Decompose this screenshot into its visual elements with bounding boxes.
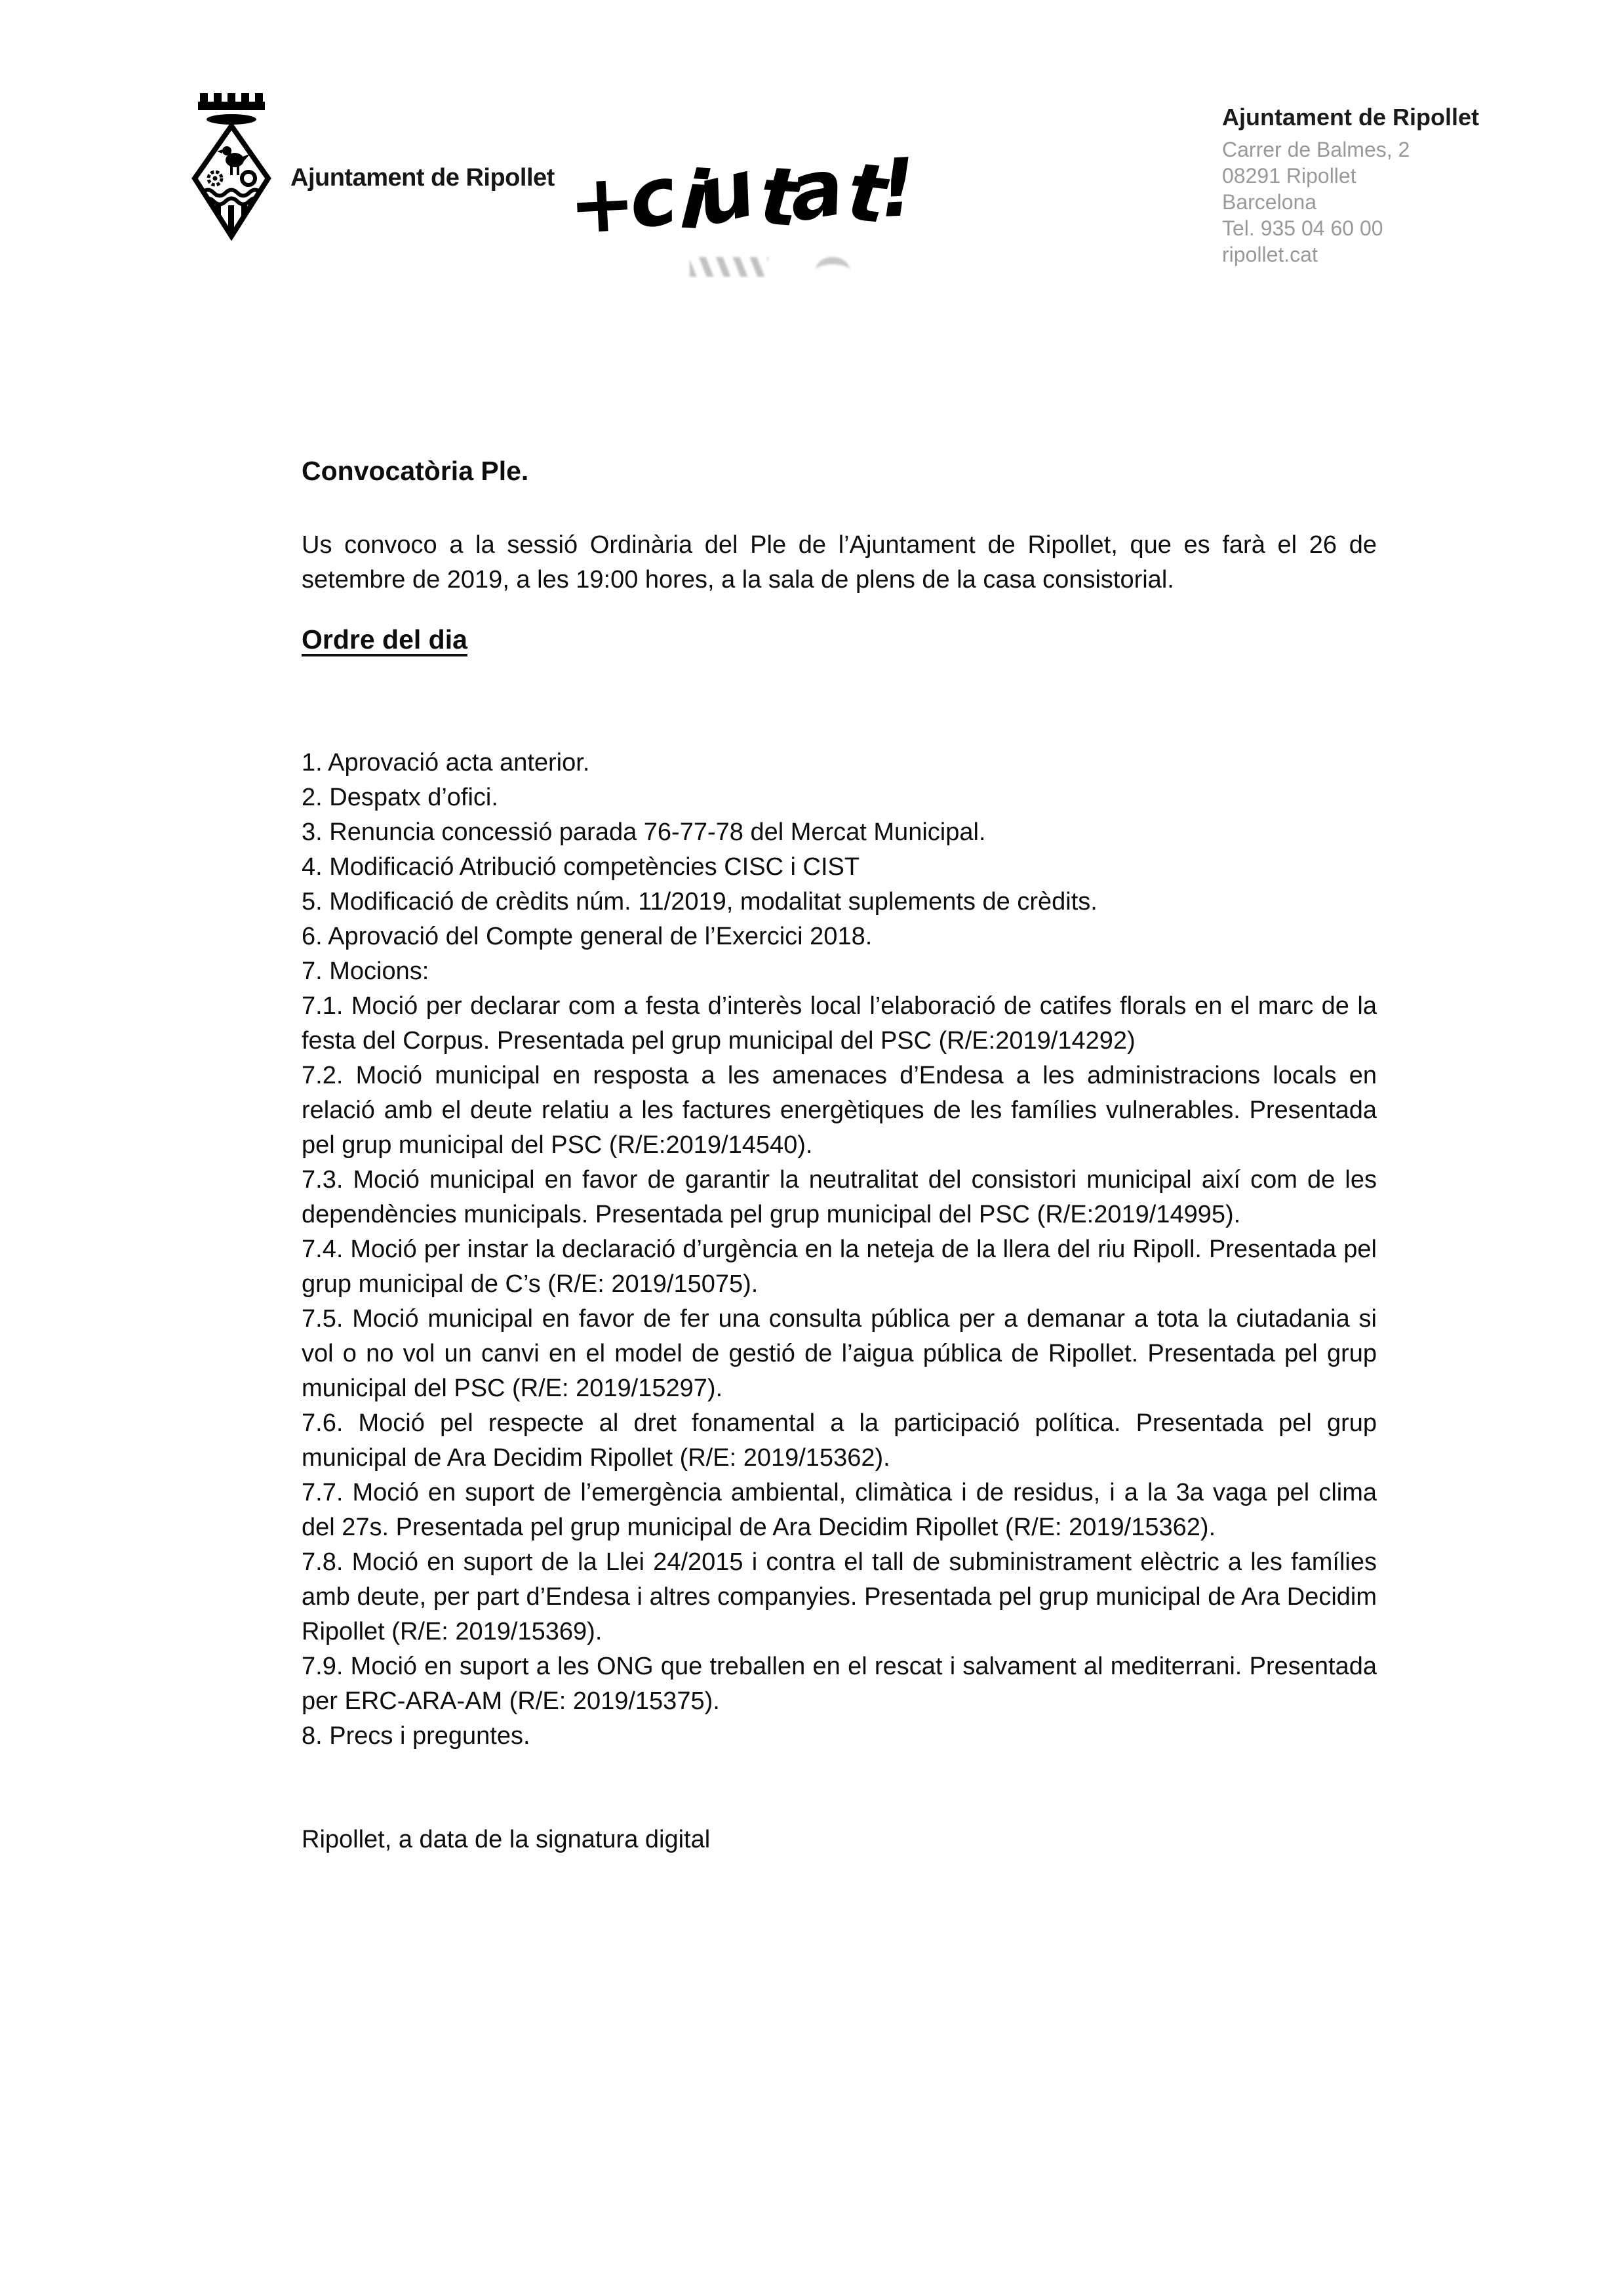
agenda-item: 2. Despatx d’ofici.: [302, 784, 498, 811]
agenda-item: 7.1. Moció per declarar com a festa d’interès local l’elaboració de catifes florals en el marc de la festa del Corpus. Presentada pel grup municipal del PSC (R/E:2019/14292): [302, 992, 1377, 1055]
agenda-item: 7. Mocions:: [302, 957, 429, 985]
contact-website: ripollet.cat: [1222, 243, 1318, 266]
agenda-item: 8. Precs i preguntes.: [302, 1722, 530, 1750]
ciutat-brand-text: +ciutat!: [566, 140, 916, 252]
contact-province: Barcelona: [1222, 190, 1317, 214]
agenda-item: 7.3. Moció municipal en favor de garantir la neutralitat del consistori municipal així com de les dependències municipals. Presentada pel grup municipal del PSC (R/E:2019/14995).: [302, 1166, 1377, 1228]
agenda-item: 5. Modificació de crèdits núm. 11/2019, modalitat suplements de crèdits.: [302, 888, 1098, 916]
agenda-item: 7.8. Moció en suport de la Llei 24/2015 i contra el tall de subministrament elèctric a les famílies amb deute, per part d’Endesa i altres companyies. Presentada pel grup municipal de Ara Decidim Ripollet (R/E: 2019/15369).: [302, 1548, 1377, 1645]
header-org-name: Ajuntament de Ripollet: [290, 164, 555, 191]
agenda-item: 7.6. Moció pel respecte al dret fonamental a la participació política. Presentada pel grup municipal de Ara Decidim Ripollet (R/E: 2019/15362).: [302, 1409, 1377, 1472]
agenda-item: 7.9. Moció en suport a les ONG que treballen en el rescat i salvament al mediterrani. Presentada per ERC-ARA-AM (R/E: 2019/15375).: [302, 1653, 1377, 1715]
ciutat-brand-logo: [563, 91, 956, 277]
agenda-item: 4. Modificació Atribució competències CISC i CIST: [302, 853, 860, 881]
agenda-item: 7.4. Moció per instar la declaració d’urgència en la neteja de la llera del riu Ripoll. Presentada pel grup municipal de C’s (R/E: 2019/15075).: [302, 1236, 1377, 1298]
ripollet-coat-of-arms-logo: [182, 93, 281, 243]
contact-phone: Tel. 935 04 60 00: [1222, 216, 1383, 240]
agenda-item: 3. Renuncia concessió parada 76-77-78 del Mercat Municipal.: [302, 818, 986, 846]
document-body: [302, 454, 1377, 1857]
agenda-heading: Ordre del dia: [302, 624, 467, 655]
agenda-item: 7.2. Moció municipal en resposta a les amenaces d’Endesa a les administracions locals en relació amb el deute relatiu a les factures energètiques de les famílies vulnerables. Presentada pel grup municipal del PSC (R/E:2019/14540).: [302, 1062, 1377, 1159]
contact-street: Carrer de Balmes, 2: [1222, 138, 1410, 161]
intro-paragraph: Us convoco a la sessió Ordinària del Ple de l’Ajuntament de Ripollet, que es farà el 26 de setembre de 2019, a les 19:00 hores, a la sala de plens de la casa consistorial.: [302, 531, 1377, 594]
contact-postal-city: 08291 Ripollet: [1222, 164, 1356, 188]
agenda-item: 7.7. Moció en suport de l’emergència ambiental, climàtica i de residus, i a la 3a vaga pel clima del 27s. Presentada pel grup municipal de Ara Decidim Ripollet (R/E: 2019/15362).: [302, 1479, 1377, 1541]
agenda-item: 1. Aprovació acta anterior.: [302, 749, 590, 776]
closing-line: Ripollet, a data de la signatura digital: [302, 1826, 711, 1853]
agenda-item: 6. Aprovació del Compte general de l’Exercici 2018.: [302, 923, 873, 950]
contact-org-name: Ajuntament de Ripollet: [1222, 104, 1480, 131]
contact-block: [1222, 104, 1479, 268]
agenda-item: 7.5. Moció municipal en favor de fer una consulta pública per a demanar a tota la ciutadania si vol o no vol un canvi en el model de gestió de l’aigua pública de Ripollet. Presentada pel grup municipal del PSC (R/E: 2019/15297).: [302, 1305, 1377, 1402]
document-title: Convocatòria Ple.: [302, 456, 529, 486]
